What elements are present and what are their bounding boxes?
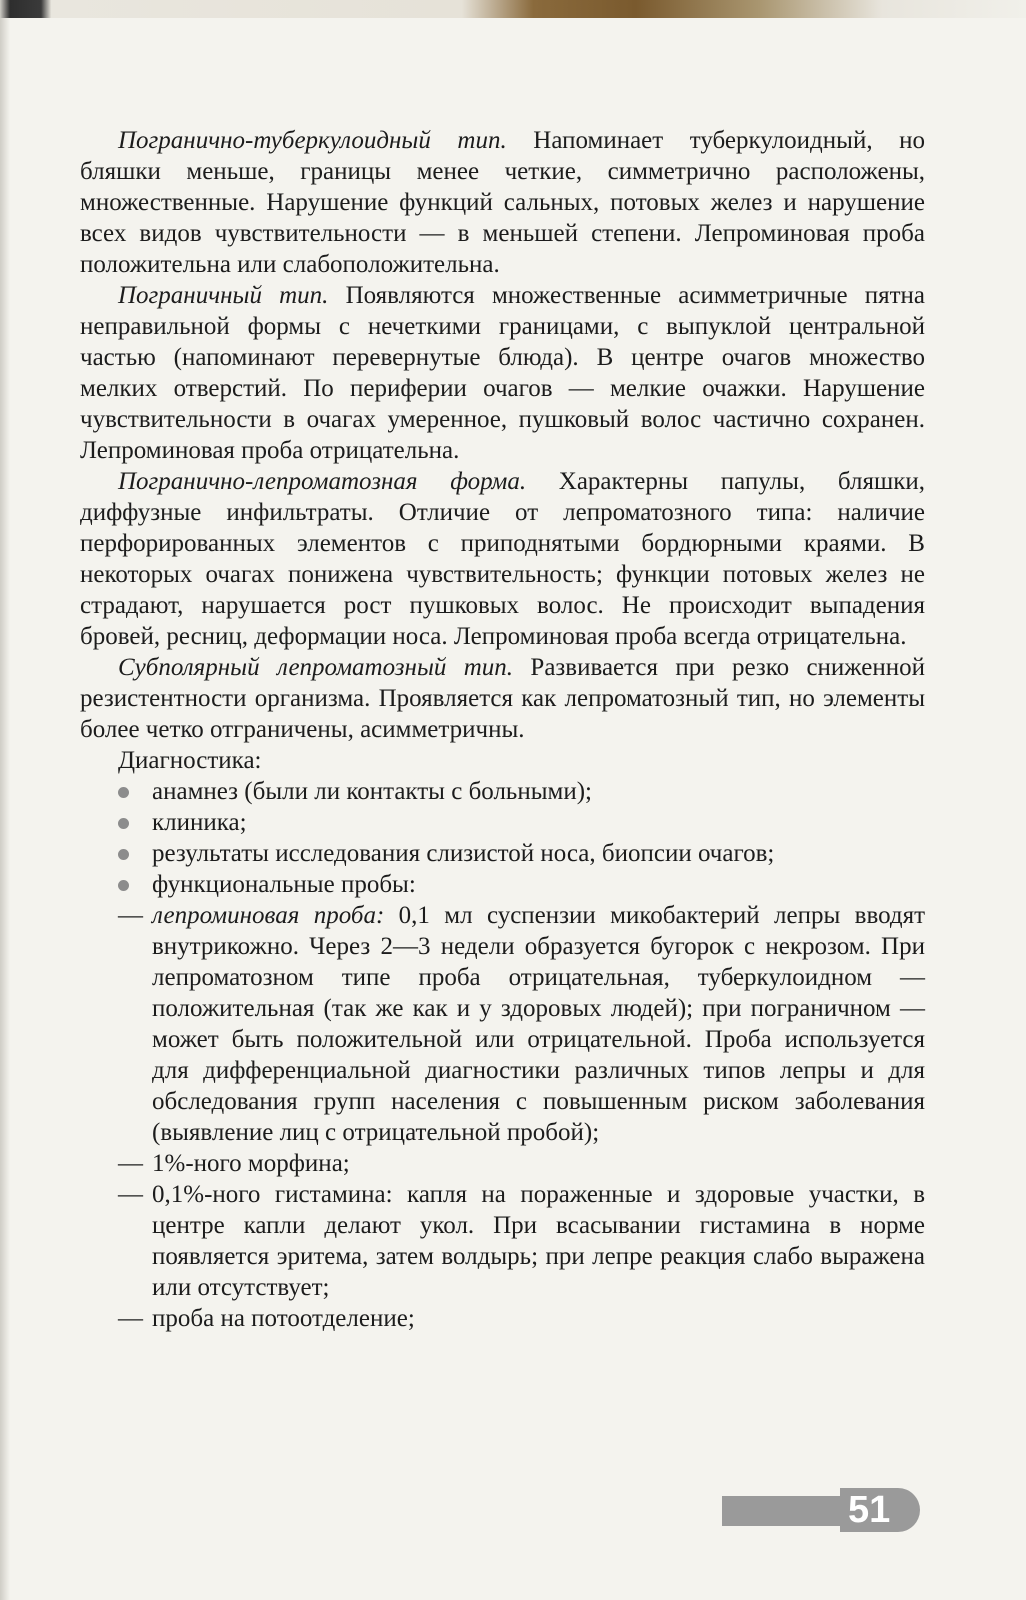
diagnostics-heading: Диагностика: [118, 747, 262, 774]
page-body [80, 125, 925, 1334]
dash-item [80, 1148, 925, 1179]
binding-shadow [0, 0, 10, 1600]
dash-item-text: 0,1%-ного гистамина: капля на пораженные и здоровые участки, в центре капли делают укол. При всасывании гистамина в норме появляется эритема, затем волдырь; при лепре реакция слабо выражена или отсутствует; [152, 1181, 925, 1301]
paragraph-text: Развивается при резко сниженной резистентности организма. Проявляется как лепроматозный тип, но элементы более четко отграничены, асимметричны. [80, 654, 925, 743]
page-number-bar [722, 1496, 840, 1526]
bullet-item: клиника; [80, 807, 925, 838]
bullet-list [80, 776, 925, 900]
paragraph-term: Пограничный тип. [118, 282, 329, 309]
dash-item-text: 0,1 мл суспензии микобактерий лепры вводят внутрикожно. Через 2—3 недели образуется бугорок с некрозом. При лепроматозном типе проба отрицательная, туберкулоидном — положительная (так же как и у здоровых людей); при пограничном — может быть положительной или отрицательной. Проба используется для дифференциальной диагностики различных типов лепры и для обследования групп населения с повышенным риском заболевания (выявление лиц с отрицательной пробой); [152, 902, 925, 1146]
page-number: 51 [840, 1488, 920, 1532]
dash-item-term: лепроминовая проба: [152, 902, 385, 929]
dash-item [80, 900, 925, 1148]
paragraph-text: Напоминает туберкулоидный, но бляшки меньше, границы менее четкие, симметрично расположены, множественные. Нарушение функций сальных, потовых желез и нарушение всех видов чувствительности — в меньшей степени. Лепроминовая проба положительна или слабоположительна. [80, 127, 926, 278]
dash-item [80, 1179, 925, 1303]
bullet-item: функциональные пробы: [80, 869, 925, 900]
paragraph [80, 280, 925, 466]
paragraph-text: Появляются множественные асимметричные пятна неправильной формы с нечеткими границами, с выпуклой центральной частью (напоминают перевернутые блюда). В центре очагов множество мелких отверстий. По периферии очагов — мелкие очажки. Нарушение чувствительности в очагах умеренное, пушковый волос частично сохранен. Лепроминовая проба отрицательна. [80, 282, 925, 464]
dash-item-text: 1%-ного морфина; [152, 1150, 350, 1177]
paragraph-text: Характерны папулы, бляшки, диффузные инфильтраты. Отличие от лепроматозного типа: наличие перфорированных элементов с приподнятыми бордюрными краями. В некоторых очагах понижена чувствительность; функции потовых желез не страдают, нарушается рост пушковых волос. Не происходит выпадения бровей, ресниц, деформации носа. Лепроминовая проба всегда отрицательна. [80, 468, 925, 650]
page-top-edge [0, 0, 1026, 18]
paragraph [80, 466, 925, 652]
dash-list [80, 900, 925, 1334]
paragraph-term: Субполярный лепроматозный тип. [118, 654, 514, 681]
paragraph [80, 125, 925, 280]
paragraph-term: Погранично-лепроматозная форма. [118, 468, 527, 495]
paragraph [80, 652, 925, 745]
bullet-item: анамнез (были ли контакты с больными); [80, 776, 925, 807]
paragraph-term: Погранично-туберкулоидный тип. [118, 127, 507, 154]
bullet-item: результаты исследования слизистой носа, биопсии очагов; [80, 838, 925, 869]
page-number-marker [722, 1488, 922, 1532]
dash-item [80, 1303, 925, 1334]
dash-item-text: проба на потоотделение; [152, 1305, 415, 1332]
